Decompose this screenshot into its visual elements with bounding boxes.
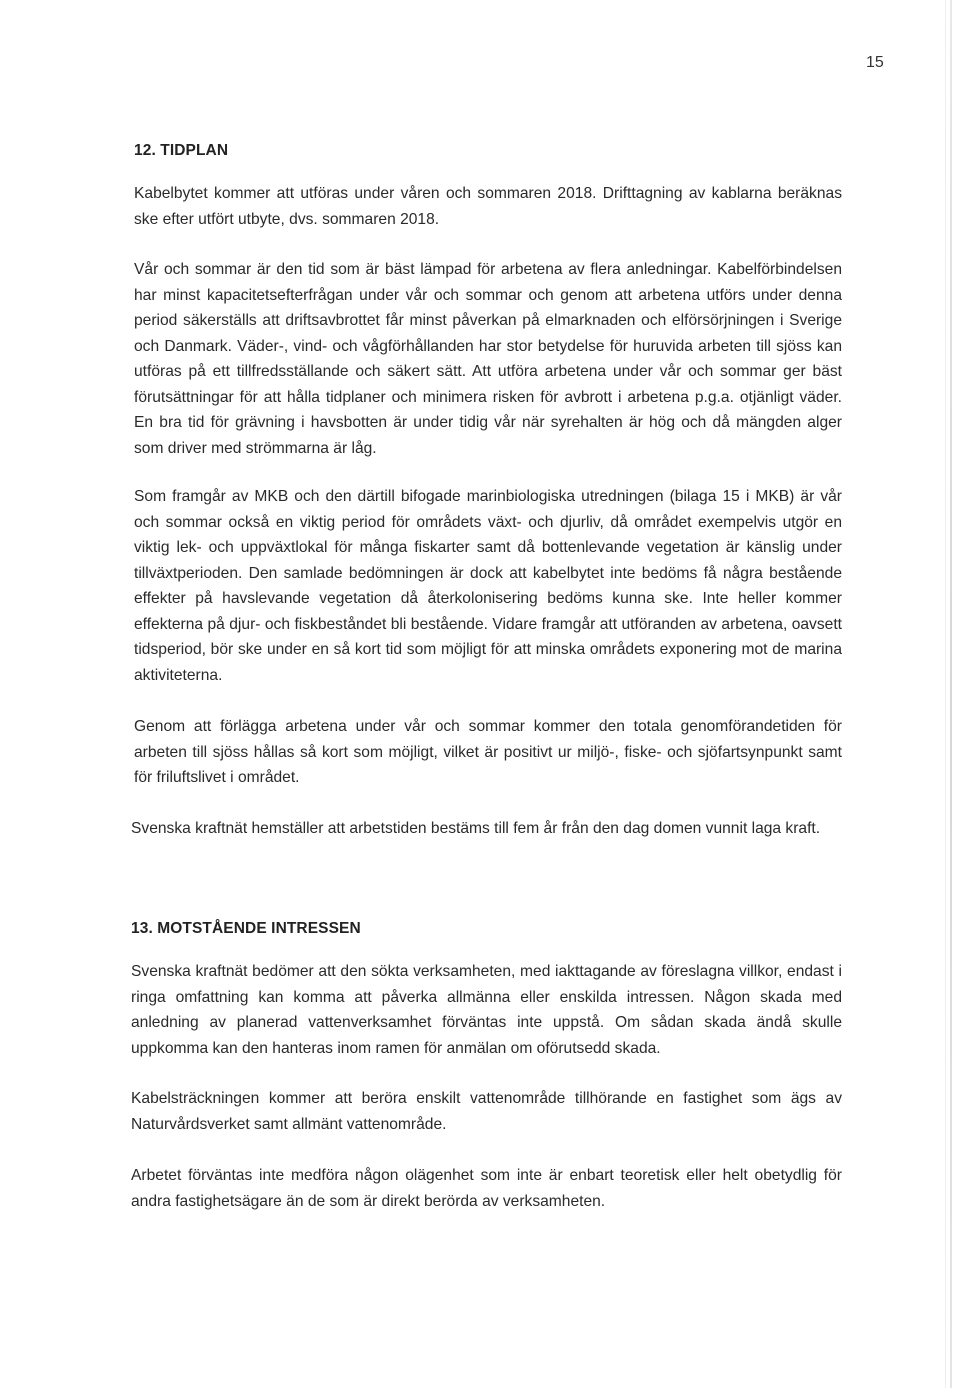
section-heading-motstaende-intressen: 13. MOTSTÅENDE INTRESSEN xyxy=(131,920,361,937)
paragraph: Vår och sommar är den tid som är bäst lämpad för arbetena av flera anledningar. Kabelförbindelsen har minst kapacitetsefterfrågan under vår och sommar och genom att arbetena utförs under denna period säkerställs att driftsavbrottet får minst påverkan på elmarknaden och elförsörjningen i Sverige och Danmark. Väder-, vind- och vågförhållanden har stor betydelse för huruvida arbeten till sjöss kan utföras på ett tillfredsställande och säkert sätt. Att utföra arbetena under vår och sommar ger bäst förutsättningar för att hålla tidplaner och minimera risken för avbrott i arbetena p.g.a. otjänligt väder. En bra tid för grävning i havsbotten är under tidig vår när syrehalten är hög och då mängden alger som driver med strömmarna är låg. xyxy=(134,261,842,457)
scan-edge xyxy=(950,0,952,1388)
section-heading-tidplan: 12. TIDPLAN xyxy=(134,142,229,159)
scan-edge-inner xyxy=(945,0,946,1388)
paragraph: Arbetet förväntas inte medföra någon olägenhet som inte är enbart teoretisk eller helt obetydlig för andra fastighetsägare än de som är direkt berörda av verksamheten. xyxy=(131,1167,842,1210)
paragraph: Svenska kraftnät bedömer att den sökta verksamheten, med iakttagande av föreslagna villkor, endast i ringa omfattning kan komma att påverka allmänna eller enskilda intressen. Någon skada med anledning av planerad vattenverksamhet förväntas inte uppstå. Om sådan skada ändå skulle uppkomma kan den hanteras inom ramen för anmälan om oförutsedd skada. xyxy=(131,963,842,1057)
paragraph: Kabelsträckningen kommer att beröra enskilt vattenområde tillhörande en fastighet som ägs av Naturvårdsverket samt allmänt vattenområde. xyxy=(131,1090,842,1133)
paragraph: Svenska kraftnät hemställer att arbetstiden bestäms till fem år från den dag domen vunnit laga kraft. xyxy=(131,820,821,837)
paragraph: Genom att förlägga arbetena under vår och sommar kommer den totala genomförandetiden för arbeten till sjöss hållas så kort som möjligt, vilket är positivt ur miljö-, fiske- och sjöfartsynpunkt samt för friluftslivet i området. xyxy=(134,718,842,786)
paragraph: Som framgår av MKB och den därtill bifogade marinbiologiska utredningen (bilaga 15 i MKB) är vår och sommar också en viktig period för områdets växt- och djurliv, då området exempelvis utgör en viktig lek- och uppväxtlokal för många fiskarter samt då bottenlevande vegetation är känslig under tillväxtperioden. Den samlade bedömningen är dock att kabelbytet inte bedöms få några bestående effekter på havslevande vegetation då återkolonisering bedöms kunna ske. Inte heller kommer effekterna på djur- och fiskbeståndet bli bestående. Vidare framgår att utföranden av arbetena, oavsett tidsperiod, bör ske under en så kort tid som möjligt för att minska områdets exponering mot de marina aktiviteterna. xyxy=(134,488,842,684)
paragraph: Kabelbytet kommer att utföras under våren och sommaren 2018. Drifttagning av kablarna beräknas ske efter utfört utbyte, dvs. sommaren 2018. xyxy=(134,185,842,228)
page-number: 15 xyxy=(866,54,884,71)
